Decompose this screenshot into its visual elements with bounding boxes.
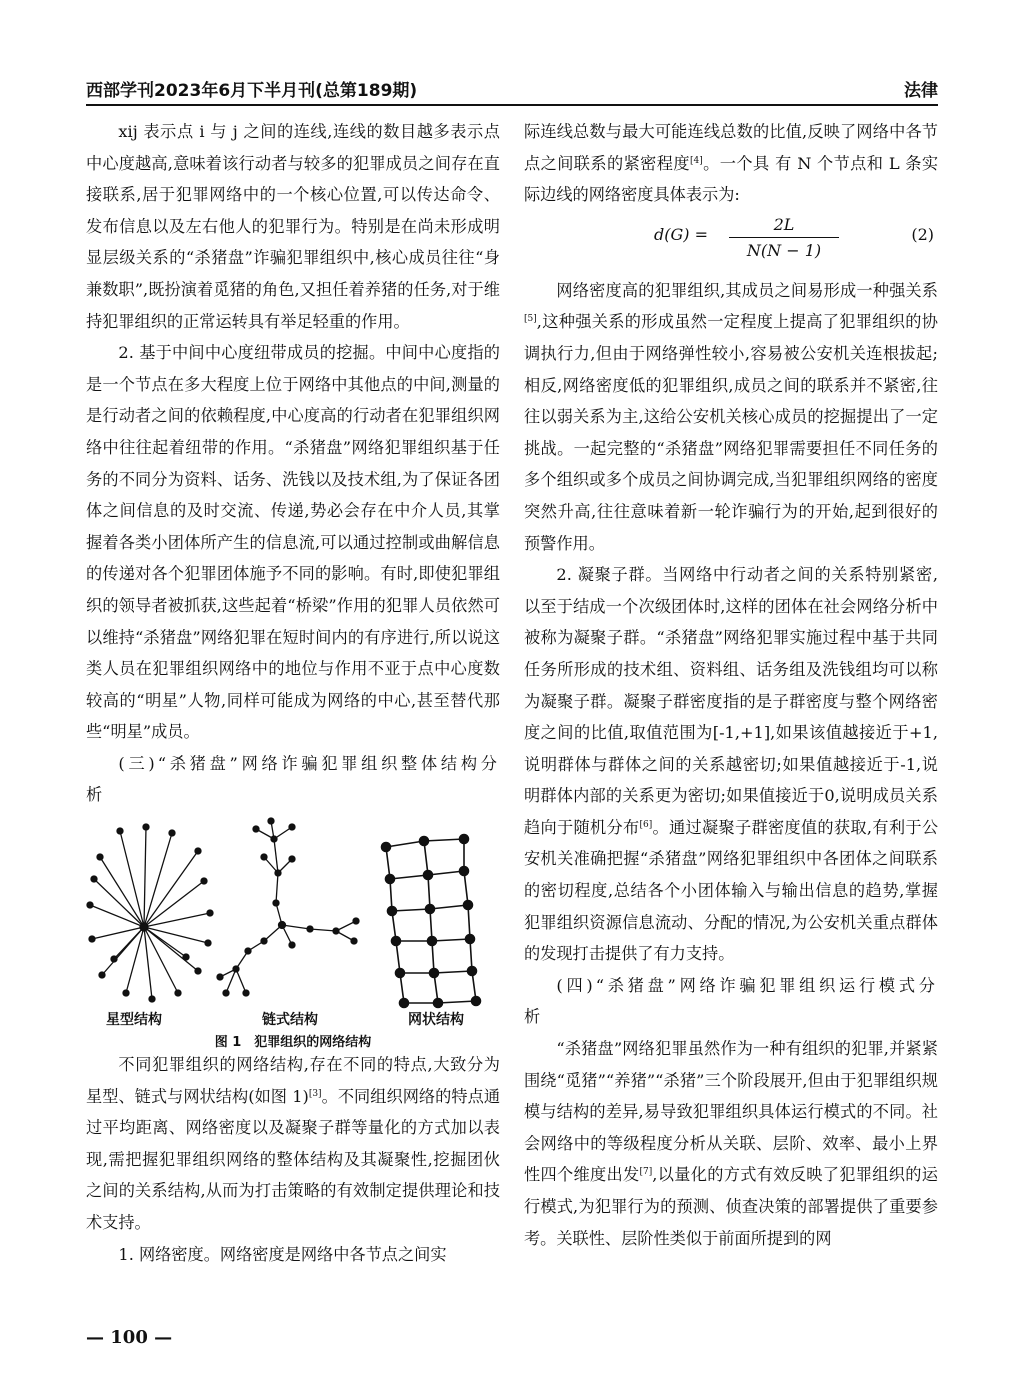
right-column	[524, 116, 938, 1254]
label-mesh: 网状结构	[408, 1012, 464, 1029]
star-structure	[87, 824, 213, 1002]
figure-network-structures	[86, 817, 500, 1049]
citation: [6]	[639, 819, 653, 830]
paragraph: 不同犯罪组织的网络结构,存在不同的特点,大致分为星型、链式与网状结构(如图 1)[3]。不同组织网络的特点通过平均距离、网络密度以及凝聚子群等量化的方式加以表现,需把握犯罪组织网络的整体结构及其凝聚性,挖掘团伙之间的关系结构,从而为打击策略的有效制定提供理论和技术支持。	[86, 1055, 501, 1233]
citation: [7]	[639, 1167, 653, 1178]
label-chain: 链式结构	[262, 1012, 318, 1029]
paragraph: 网络密度高的犯罪组织,其成员之间易形成一种强关系[5],这种强关系的形成虽然一定程度上提高了犯罪组织的协调执行力,但由于网络弹性较小,容易被公安机关连根拔起;相反,网络密度低的犯罪组织,成员之间的联系并不紧密,往往以弱关系为主,这给公安机关核心成员的挖掘提出了一定挑战。一起完整的“杀猪盘”网络犯罪需要担任不同任务的多个组织或多个成员之间协调完成,当犯罪组织网络的密度突然升高,往往意味着新一轮诈骗行为的开始,起到很好的预警作用。	[524, 280, 938, 553]
citation: [3]	[308, 1088, 322, 1099]
paragraph: 际连线总数与最大可能连线总数的比值,反映了网络中各节点之间联系的紧密程度[4]。一个具 有 N 个节点和 L 条实际边线的网络密度具体表示为:	[524, 122, 939, 205]
journal-title: 西部学刊2023年6月下半月刊(总第189期)	[86, 81, 418, 101]
left-column	[86, 116, 500, 1270]
equation-lhs: d(G) =	[654, 224, 708, 244]
chain-structure	[217, 818, 359, 996]
paragraph: xij 表示点 i 与 j 之间的连线,连线的数目越多表示点中心度越高,意味着该行动者与较多的犯罪成员之间存在直接联系,居于犯罪网络中的一个核心位置,可以传达命令、发布信息以及左右他人的犯罪行为。特别是在尚未形成明显层级关系的“杀猪盘”诈骗犯罪组织中,核心成员往往“身兼数职”,既扮演着觅猪的角色,又担任着养猪的任务,对于维持犯罪组织的正常运转具有举足轻重的作用。	[86, 122, 500, 331]
paragraph: 2. 凝聚子群。当网络中行动者之间的关系特别紧密,以至于结成一个次级团体时,这样的团体在社会网络分析中被称为凝聚子群。“杀猪盘”网络犯罪实施过程中基于共同任务所形成的技术组、资料组、话务组及洗钱组均可以称为凝聚子群。凝聚子群密度指的是子群密度与整个网络密度之间的比值,取值范围为[-1,+1],如果该值越接近于+1,说明群体与群体之间的关系越密切;如果值越接近于-1,说明群体内部的关系更为密切;如果值接近于0,说明成员关系趋向于随机分布[6]。通过凝聚子群密度值的获取,有利于公安机关准确把握“杀猪盘”网络犯罪组织中各团体之间联系的密切程度,总结各个小团体输入与输出信息的趋势,掌握犯罪组织资源信息流动、分配的情况,为公安机关重点群体的发现打击提供了有力支持。	[524, 565, 939, 964]
equation-numerator: 2L	[729, 213, 839, 238]
label-star: 星型结构	[106, 1012, 162, 1029]
section-heading: (三)“杀猪盘”网络诈骗犯罪组织整体结构分析	[86, 753, 500, 805]
paragraph: “杀猪盘”网络犯罪虽然作为一种有组织的犯罪,并紧紧围绕“觅猪”“养猪”“杀猪”三个阶段展开,但由于犯罪组织规模与结构的差异,易导致犯罪组织具体运行模式的不同。社会网络中的等级程度分析从关联、层阶、效率、最小上界性四个维度出发[7],以量化的方式有效反映了犯罪组织的运行模式,为犯罪行为的预测、侦查决策的部署提供了重要参考。关联性、层阶性类似于前面所提到的网	[524, 1039, 938, 1248]
equation-number: (2)	[911, 224, 934, 244]
running-header	[86, 74, 938, 106]
page-number: — 100 —	[86, 1327, 173, 1348]
paragraph: 2. 基于中间中心度纽带成员的挖掘。中间中心度指的是一个节点在多大程度上位于网络中其他点的中间,测量的是行动者之间的依赖程度,中心度高的行动者在犯罪组织网络中往往起着纽带的作用。“杀猪盘”网络犯罪组织基于任务的不同分为资料、话务、洗钱以及技术组,为了保证各团体之间信息的及时交流、传递,势必会存在中介人员,其掌握着各类小团体所产生的信息流,可以通过控制或曲解信息的传递对各个犯罪团体施予不同的影响。有时,即使犯罪组织的领导者被抓获,这些起着“桥梁”作用的犯罪人员依然可以维持“杀猪盘”网络犯罪在短时间内的有序进行,所以说这类人员在犯罪组织网络中的地位与作用不亚于点中心度数较高的“明星”人物,同样可能成为网络的中心,甚至替代那些“明星”成员。	[86, 343, 500, 742]
equation-fraction	[729, 213, 839, 264]
paragraph: 1. 网络密度。网络密度是网络中各节点之间实	[118, 1244, 447, 1264]
network-diagram	[86, 817, 500, 1009]
section-heading: (四)“杀猪盘”网络诈骗犯罪组织运行模式分析	[524, 975, 938, 1027]
citation: [4]	[689, 155, 703, 166]
section-label: 法律	[904, 81, 938, 101]
figure-caption: 图 1 犯罪组织的网络结构	[214, 1035, 372, 1051]
citation: [5]	[524, 314, 537, 325]
equation-density	[524, 213, 938, 271]
equation-denominator: N(N − 1)	[746, 240, 822, 260]
mesh-structure	[382, 835, 481, 1008]
